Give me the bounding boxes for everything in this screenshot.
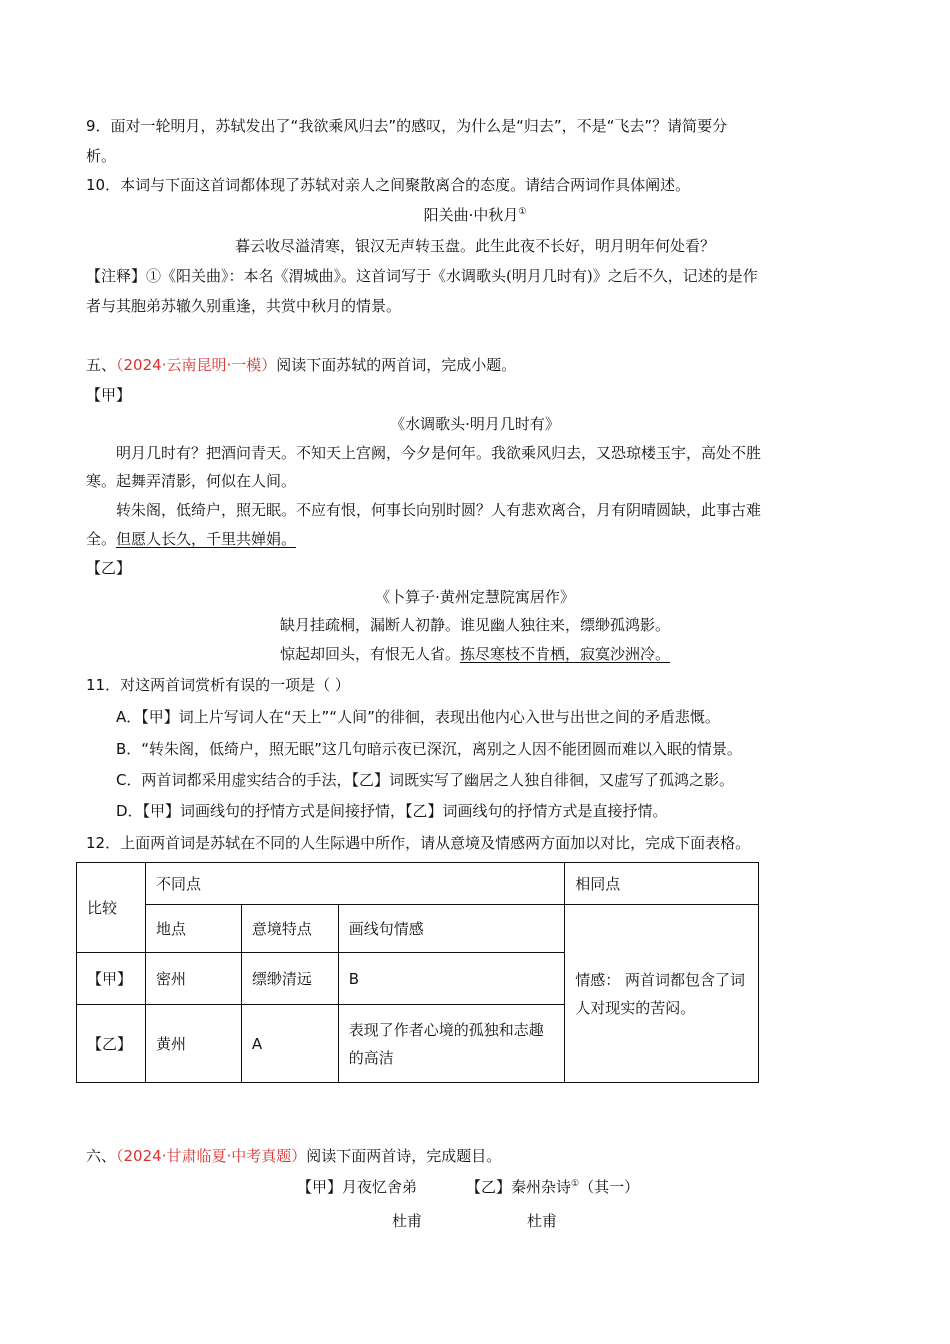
table-row-jia-feeling: B xyxy=(338,953,565,1005)
q11-option-a: A．【甲】词上片写词人在“天上”“人间”的徘徊，表现出他内心入世与出世之间的矛盾悲慨。 xyxy=(116,708,720,726)
jia-label: 【甲】 xyxy=(86,386,132,404)
q10-text: 10．本词与下面这首词都体现了苏轼对亲人之间聚散离合的态度。请结合两词作具体阐述。 xyxy=(86,176,691,194)
table-same-header: 相同点 xyxy=(565,863,759,905)
section-6-source: （2024·甘肃临夏·中考真题） xyxy=(116,1147,307,1165)
poem-jia-author: 杜甫 xyxy=(392,1212,423,1230)
table-same-cell: 情感： 两首词都包含了词人对现实的苦闷。 xyxy=(565,905,759,1083)
yi-underlined-line: 拣尽寒枝不肯栖，寂寞沙洲冷。 xyxy=(460,645,671,663)
jia-poem-plain: 全。 xyxy=(86,530,117,548)
q11-stem: 11．对这两首词赏析有误的一项是（ ） xyxy=(86,676,350,694)
table-diff-header: 不同点 xyxy=(145,863,564,905)
poem-yi-title-text: 【乙】秦州杂诗 xyxy=(466,1178,572,1196)
q12-stem: 12．上面两首词是苏轼在不同的人生际遇中所作，请从意境及情感两方面加以对比，完成下面表格。 xyxy=(86,834,751,852)
table-row-jia-place: 密州 xyxy=(145,953,241,1005)
table-row-jia-mood: 缥缈清远 xyxy=(241,953,338,1005)
yi-label: 【乙】 xyxy=(86,559,132,577)
jia-poem-p2-line-2 xyxy=(86,529,296,549)
q10-note-line-1: 【注释】①《阳关曲》：本名《渭城曲》。这首词写于《水调歌头(明月几时有)》之后不久，记述的是作 xyxy=(86,267,758,285)
table-row-jia-label: 【甲】 xyxy=(77,953,146,1005)
table-row-yi-place: 黄州 xyxy=(145,1005,241,1083)
yi-poem-line-2 xyxy=(0,644,950,664)
section-5-heading xyxy=(86,355,516,375)
q10-note-line-2: 者与其胞弟苏辙久别重逢，共赏中秋月的情景。 xyxy=(86,297,402,315)
table-col-place: 地点 xyxy=(145,905,241,953)
poem-jia-title: 【甲】月夜忆舍弟 xyxy=(297,1178,418,1196)
yi-poem-line-1: 缺月挂疏桐，漏断人初静。谁见幽人独往来，缥缈孤鸿影。 xyxy=(279,616,670,634)
poem-yi-title-suffix: （其一） xyxy=(579,1178,640,1196)
q10-poem-title xyxy=(0,205,950,225)
poem-yi-title xyxy=(466,1177,639,1197)
table-row-yi-mood: A xyxy=(241,1005,338,1083)
q11-option-c: C．两首词都采用虚实结合的手法，【乙】词既实写了幽居之人独自徘徊，又虚写了孤鸿之影。 xyxy=(116,771,734,789)
poem-yi-author: 杜甫 xyxy=(527,1212,558,1230)
yi-poem-title: 《卜算子·黄州定慧院寓居作》 xyxy=(375,588,575,606)
table-row-yi-feeling: 表现了作者心境的孤独和志趣的高洁 xyxy=(338,1005,565,1083)
section-6-instruction: 阅读下面两首诗，完成题目。 xyxy=(306,1147,502,1165)
footnote-mark: ① xyxy=(571,1179,580,1189)
q11-option-d: D．【甲】词画线句的抒情方式是间接抒情，【乙】词画线句的抒情方式是直接抒情。 xyxy=(116,802,668,820)
section-5-prefix: 五、 xyxy=(86,356,117,374)
comparison-table xyxy=(76,862,759,1083)
q10-poem-title-text: 阳关曲·中秋月 xyxy=(423,206,519,224)
section-5-source: （2024·云南昆明·一模） xyxy=(116,356,277,374)
jia-poem-title: 《水调歌头·明月几时有》 xyxy=(390,415,560,433)
q9-line-2: 析。 xyxy=(86,147,117,165)
table-compare-header: 比较 xyxy=(77,863,146,953)
section-5-instruction: 阅读下面苏轼的两首词，完成小题。 xyxy=(276,356,517,374)
footnote-mark: ① xyxy=(518,207,527,217)
yi-poem-plain: 惊起却回头，有恨无人省。 xyxy=(279,645,460,663)
section-6-prefix: 六、 xyxy=(86,1147,117,1165)
jia-poem-p2-line-1: 转朱阁，低绮户，照无眠。不应有恨，何事长向别时圆？人有悲欢离合，月有阴晴圆缺，此事古难 xyxy=(116,501,762,519)
q9-line-1: 9．面对一轮明月，苏轼发出了“我欲乘风归去”的感叹，为什么是“归去”，不是“飞去”？请简要分 xyxy=(86,117,728,135)
table-col-mood: 意境特点 xyxy=(241,905,338,953)
q11-option-b: B．“转朱阁，低绮户，照无眠”这几句暗示夜已深沉，离别之人因不能团圆而难以入眠的情景。 xyxy=(116,740,742,758)
jia-poem-p1-line-1: 明月几时有？把酒问青天。不知天上宫阙，今夕是何年。我欲乘风归去，又恐琼楼玉宇，高处不胜 xyxy=(116,444,762,462)
table-row-yi-label: 【乙】 xyxy=(77,1005,146,1083)
jia-poem-p1-line-2: 寒。起舞弄清影，何似在人间。 xyxy=(86,472,297,490)
q10-poem-line: 暮云收尽溢清寒，银汉无声转玉盘。此生此夜不长好，明月明年何处看？ xyxy=(234,237,715,255)
table-col-feeling: 画线句情感 xyxy=(338,905,565,953)
section-6-heading xyxy=(86,1146,501,1166)
jia-underlined-line: 但愿人长久，千里共婵娟。 xyxy=(116,530,297,548)
